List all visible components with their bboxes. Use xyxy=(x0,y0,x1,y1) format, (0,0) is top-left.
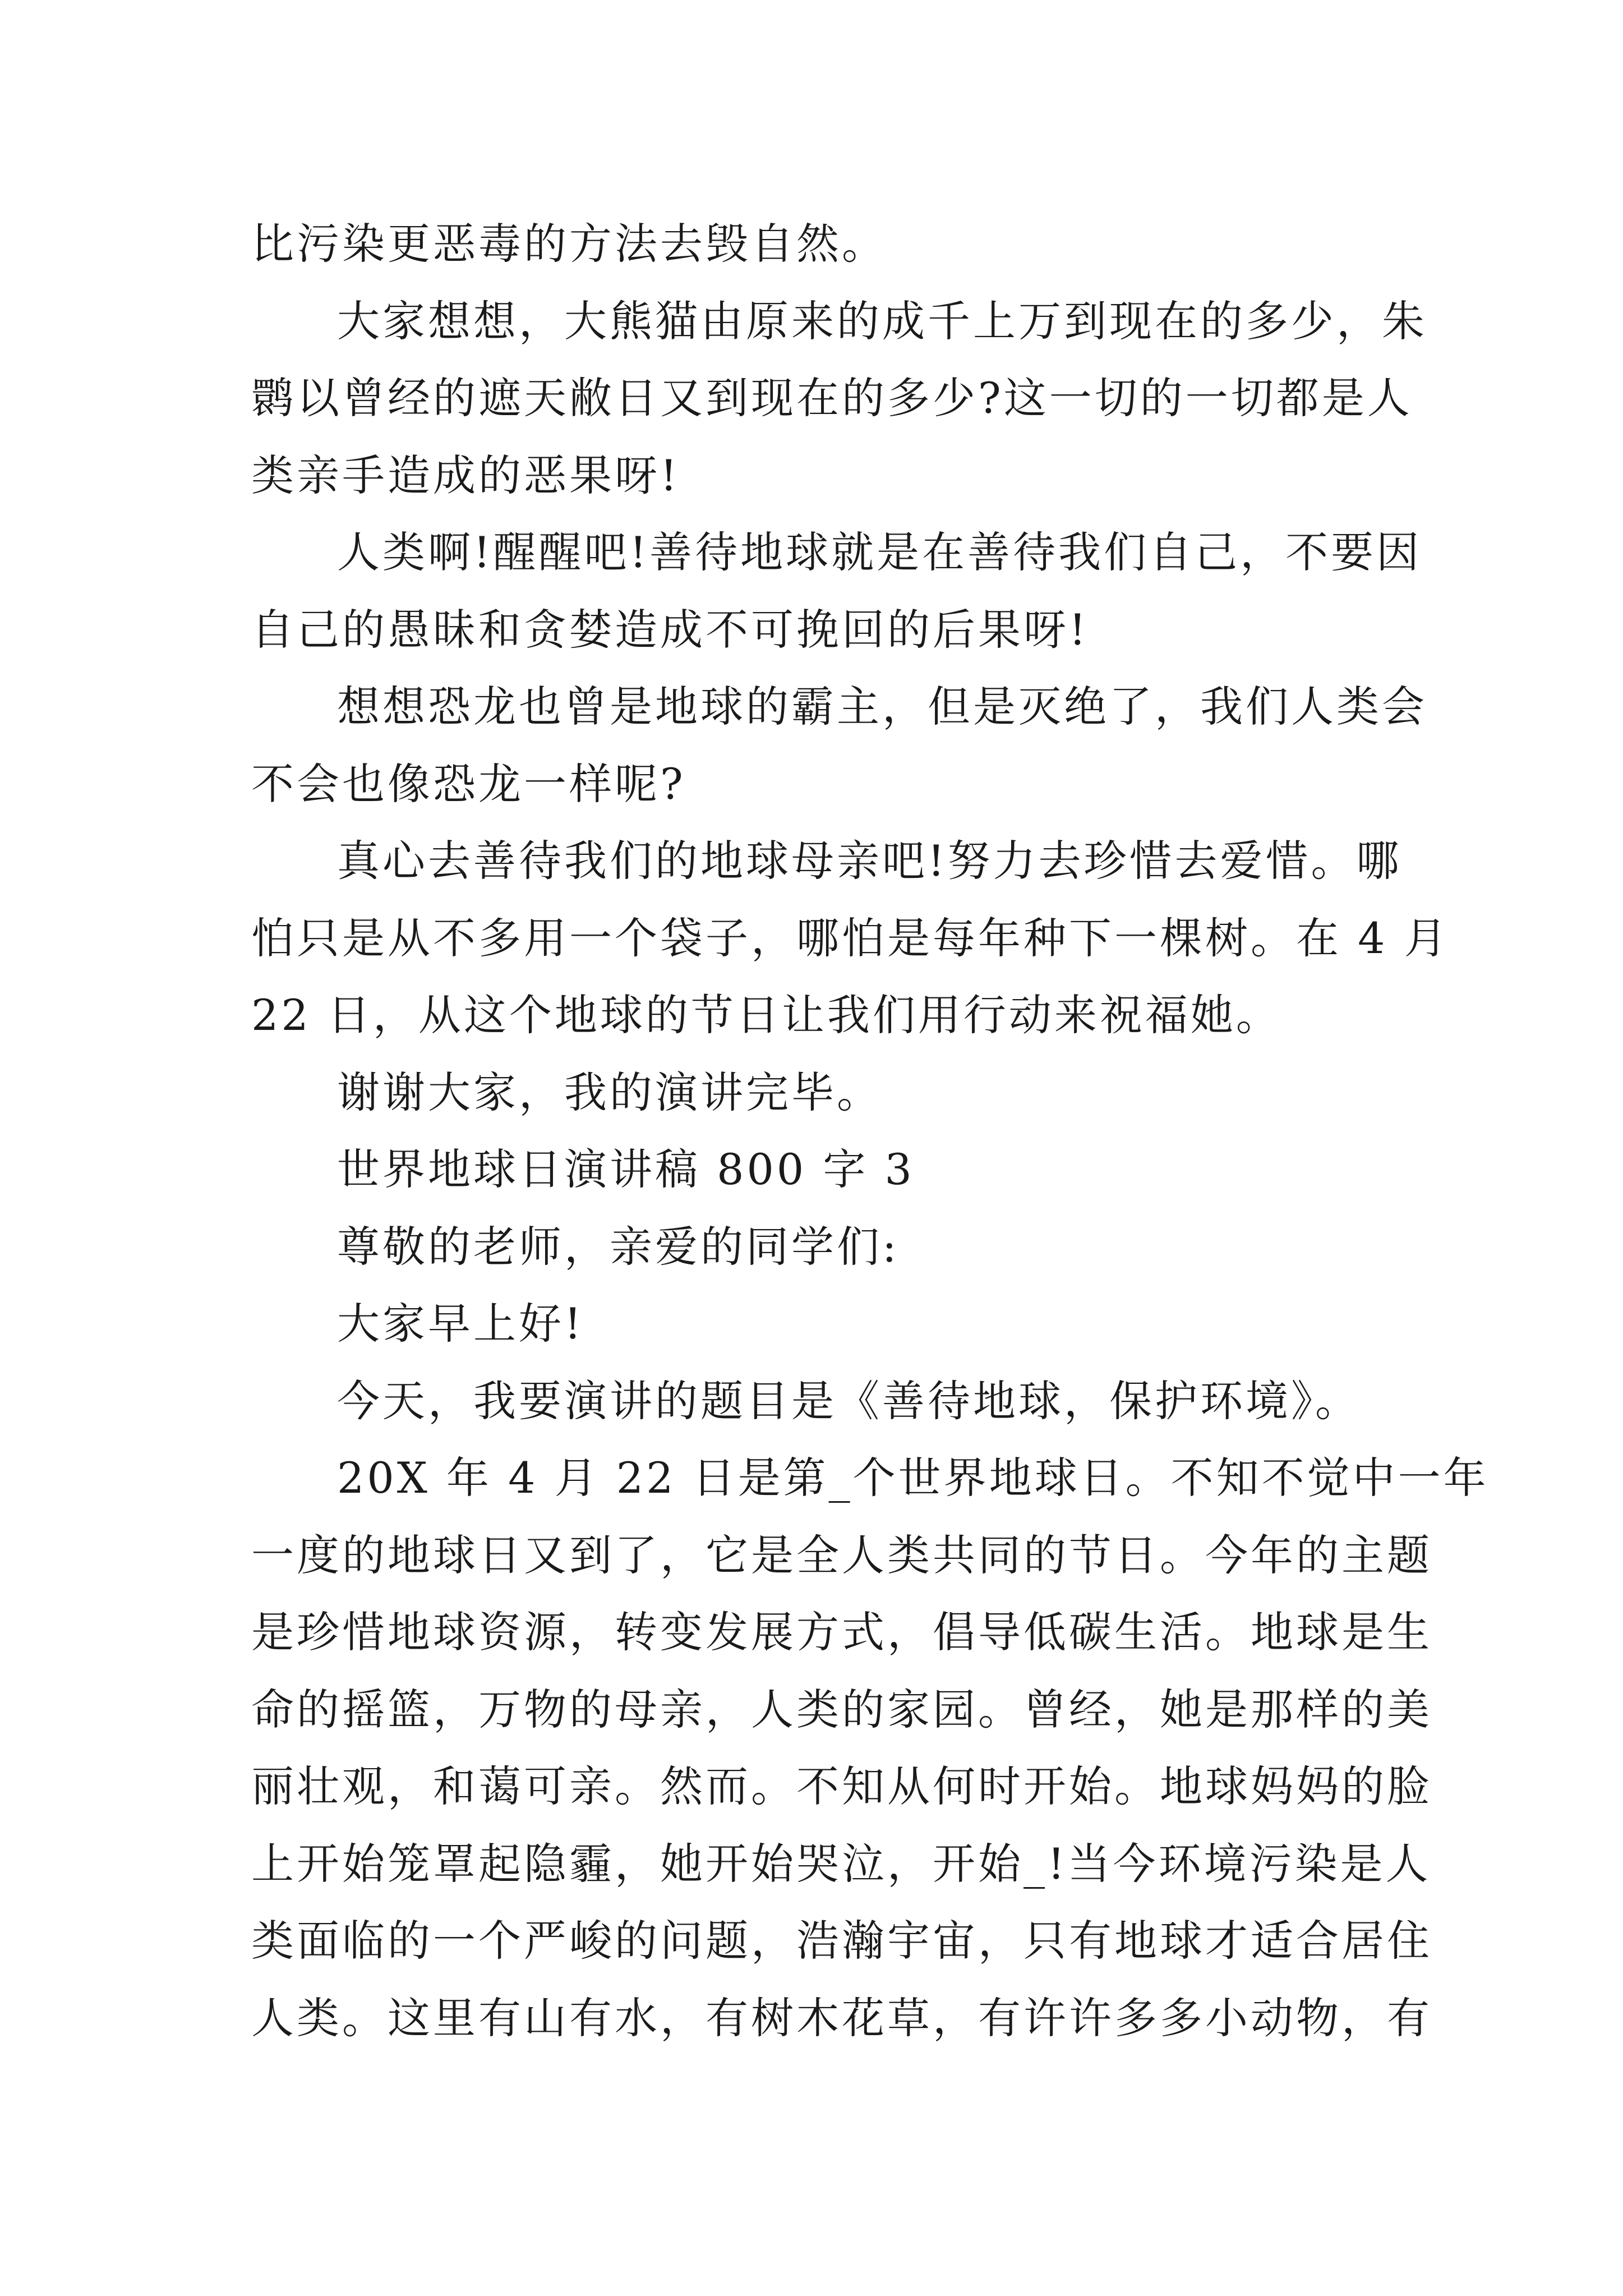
text-line: 命的摇篮，万物的母亲，人类的家园。曾经，她是那样的美 xyxy=(251,1684,1432,1734)
document-body xyxy=(251,205,1489,2056)
text-line: 一度的地球日又到了，它是全人类共同的节日。今年的主题 xyxy=(251,1530,1432,1580)
text-line: 22 日，从这个地球的节日让我们用行动来祝福她。 xyxy=(251,990,1281,1040)
text-line: 鹮以曾经的遮天敝日又到现在的多少?这一切的一切都是人 xyxy=(251,373,1413,423)
text-line: 不会也像恐龙一样呢? xyxy=(251,758,686,809)
text-line: 想想恐龙也曾是地球的霸主，但是灭绝了，我们人类会 xyxy=(337,682,1427,731)
text-line: 今天，我要演讲的题目是《善待地球，保护环境》。 xyxy=(337,1375,1361,1426)
text-line: 丽壮观，和蔼可亲。然而。不知从何时开始。地球妈妈的脸 xyxy=(251,1761,1432,1811)
text-line: 类面临的一个严峻的问题，浩瀚宇宙，只有地球才适合居住 xyxy=(251,1916,1432,1966)
section-heading: 世界地球日演讲稿 800 字 3 xyxy=(337,1144,915,1194)
text-line: 20X 年 4 月 22 日是第_个世界地球日。不知不觉中一年 xyxy=(337,1453,1489,1503)
text-line: 上开始笼罩起隐霾，她开始哭泣，开始_!当今环境污染是人 xyxy=(251,1838,1431,1889)
text-line: 尊敬的老师，亲爱的同学们: xyxy=(337,1221,900,1272)
text-line: 谢谢大家，我的演讲完毕。 xyxy=(337,1067,882,1117)
text-line: 类亲手造成的恶果呀! xyxy=(251,450,680,500)
text-line: 比污染更恶毒的方法去毁自然。 xyxy=(251,219,887,269)
text-line: 是珍惜地球资源，转变发展方式，倡导低碳生活。地球是生 xyxy=(251,1607,1432,1657)
text-line: 人类。这里有山有水，有树木花草，有许许多多小动物，有 xyxy=(251,1993,1432,2043)
text-line: 人类啊!醒醒吧!善待地球就是在善待我们自己，不要因 xyxy=(337,527,1422,577)
text-line: 真心去善待我们的地球母亲吧!努力去珍惜去爱惜。哪 xyxy=(337,836,1402,886)
text-line: 大家早上好! xyxy=(337,1299,584,1349)
text-line: 自己的愚昧和贪婪造成不可挽回的后果呀! xyxy=(251,604,1089,655)
text-line: 怕只是从不多用一个袋子，哪怕是每年种下一棵树。在 4 月 xyxy=(251,913,1450,963)
text-line: 大家想想，大熊猫由原来的成千上万到现在的多少，朱 xyxy=(337,296,1427,346)
